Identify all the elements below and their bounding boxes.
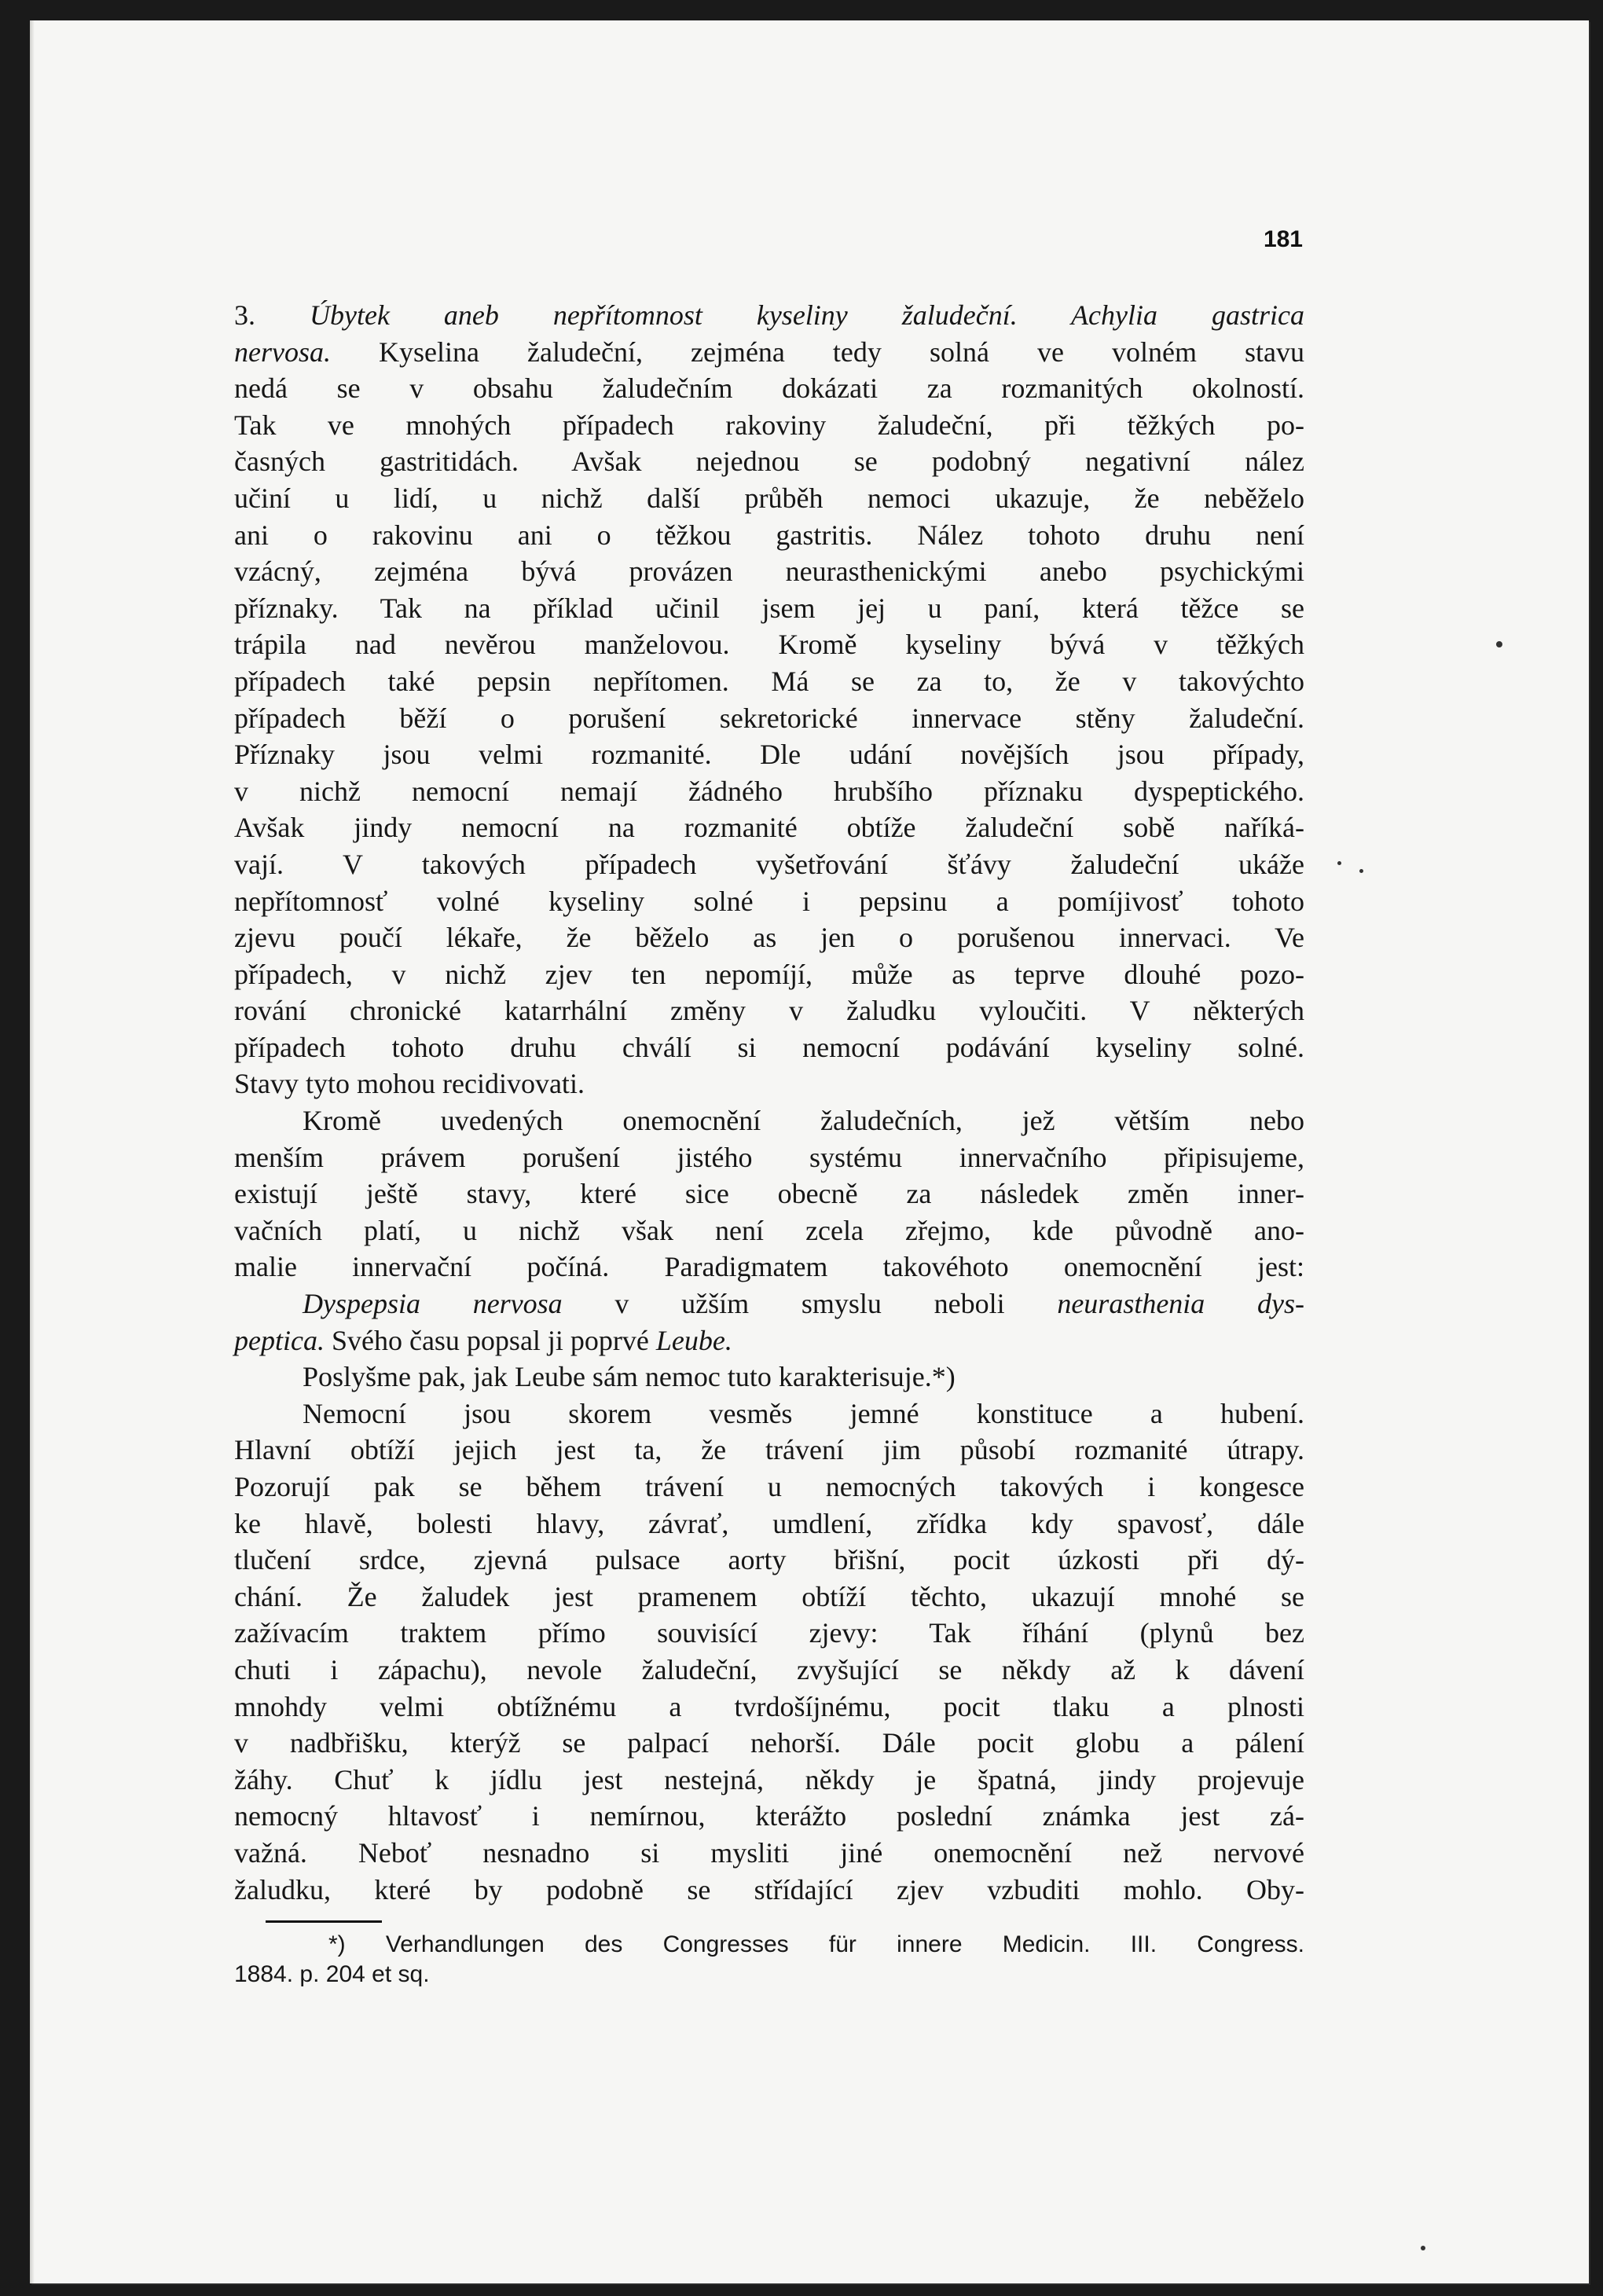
- footnote-divider: [266, 1920, 382, 1923]
- text-line: peptica. Svého času popsal ji poprvé Leube.: [234, 1324, 732, 1356]
- text-line: Nemocní jsou skorem vesměs jemné konstituce a hubení.: [303, 1397, 1304, 1429]
- text-line: menším právem porušení jistého systému innervačního připisujeme,: [234, 1141, 1304, 1173]
- text-line: Dyspepsia nervosa v užším smyslu neboli neurasthenia dys-: [303, 1288, 1305, 1320]
- text-line: vačních platí, u nichž však není zcela zřejmo, kde původně ano-: [234, 1214, 1304, 1246]
- footnote: [234, 1930, 1304, 1990]
- text-line: chuti i zápachu), nevole žaludeční, zvyšující se někdy až k dávení: [234, 1653, 1304, 1685]
- scan-speck: [1337, 861, 1341, 865]
- text-line: časných gastritidách. Avšak nejednou se podobný negativní nález: [234, 446, 1304, 478]
- text-line: tlučení srdce, zjevná pulsace aorty břišní, pocit úzkosti při dý-: [234, 1544, 1304, 1576]
- text-line: Poslyšme pak, jak Leube sám nemoc tuto karakterisuje.*): [303, 1361, 956, 1393]
- scan-speck: [1421, 2246, 1425, 2250]
- text-line: nervosa. Kyselina žaludeční, zejména tedy solná ve volném stavu: [234, 336, 1304, 368]
- text-line: Tak ve mnohých případech rakoviny žaludeční, při těžkých po-: [234, 409, 1304, 441]
- text-line: vzácný, zejména bývá provázen neurasthenickými anebo psychickými: [234, 556, 1304, 588]
- text-line: existují ještě stavy, které sice obecně za následek změn inner-: [234, 1178, 1304, 1210]
- text-line: ke hlavě, bolesti hlavy, závrať, umdlení, zřídka kdy spavosť, dále: [234, 1507, 1304, 1539]
- text-line: Kromě uvedených onemocnění žaludečních, jež větším nebo: [303, 1105, 1304, 1137]
- text-line: případech tohoto druhu chválí si nemocní podávání kyseliny solné.: [234, 1031, 1304, 1063]
- text-line: případech běží o porušení sekretorické innervace stěny žaludeční.: [234, 702, 1304, 734]
- text-line: v nadbřišku, kterýž se palpací nehorší. Dále pocit globu a pálení: [234, 1727, 1304, 1759]
- page-number: 181: [1263, 226, 1303, 252]
- text-line: vají. V takových případech vyšetřování šťávy žaludeční ukáže: [234, 848, 1304, 880]
- text-line: zjevu poučí lékaře, že běželo as jen o porušenou innervaci. Ve: [234, 922, 1304, 954]
- text-line: nepřítomnosť volné kyseliny solné i pepsinu a pomíjivosť tohoto: [234, 885, 1304, 917]
- scan-speck: [1496, 641, 1502, 647]
- text-line: zažívacím traktem přímo souvisící zjevy: Tak říhání (plynů bez: [234, 1617, 1304, 1649]
- text-line: žaludku, které by podobně se střídající zjev vzbuditi mohlo. Oby-: [234, 1873, 1304, 1905]
- scan-speck: [1359, 869, 1363, 873]
- text-line: učiní u lidí, u nichž další průběh nemoci ukazuje, že neběželo: [234, 482, 1304, 514]
- text-line: važná. Neboť nesnadno si mysliti jiné onemocnění než nervové: [234, 1836, 1304, 1869]
- text-line: v nichž nemocní nemají žádného hrubšího příznaku dyspeptického.: [234, 775, 1304, 807]
- text-line: trápila nad nevěrou manželovou. Kromě kyseliny bývá v těžkých: [234, 629, 1304, 661]
- text-line: Hlavní obtíží jejich jest ta, že trávení jim působí rozmanité útrapy.: [234, 1434, 1304, 1466]
- body-text: [234, 297, 1304, 1908]
- text-line: 3. Úbytek aneb nepřítomnost kyseliny žaludeční. Achylia gastrica: [234, 299, 1304, 331]
- page-spine-shadow: [30, 20, 35, 2283]
- text-line: Stavy tyto mohou recidivovati.: [234, 1068, 585, 1100]
- text-line: Příznaky jsou velmi rozmanité. Dle udání novějších jsou případy,: [234, 739, 1304, 771]
- text-line: případech, v nichž zjev ten nepomíjí, může as teprve dlouhé pozo-: [234, 958, 1304, 990]
- text-line: nemocný hltavosť i nemírnou, kterážto poslední známka jest zá-: [234, 1800, 1304, 1832]
- text-line: malie innervační počíná. Paradigmatem takovéhoto onemocnění jest:: [234, 1251, 1304, 1283]
- text-line: chání. Že žaludek jest pramenem obtíží těchto, ukazují mnohé se: [234, 1580, 1304, 1612]
- text-line: příznaky. Tak na příklad učinil jsem jej u paní, která těžce se: [234, 592, 1304, 624]
- book-page: [30, 20, 1589, 2283]
- text-line: případech také pepsin nepřítomen. Má se za to, že v takovýchto: [234, 665, 1304, 697]
- text-line: rování chronické katarrhální změny v žaludku vyloučiti. V některých: [234, 995, 1304, 1027]
- text-line: ani o rakovinu ani o těžkou gastritis. Nález tohoto druhu není: [234, 519, 1304, 551]
- footnote-line: 1884. p. 204 et sq.: [234, 1961, 430, 1987]
- text-line: Pozorují pak se během trávení u nemocných takových i kongesce: [234, 1471, 1304, 1502]
- footnote-line: *) Verhandlungen des Congresses für innere Medicin. III. Congress.: [328, 1931, 1304, 1957]
- text-line: nedá se v obsahu žaludečním dokázati za rozmanitých okolností.: [234, 372, 1304, 405]
- text-line: mnohdy velmi obtížnému a tvrdošíjnému, pocit tlaku a plnosti: [234, 1690, 1304, 1722]
- text-line: žáhy. Chuť k jídlu jest nestejná, někdy je špatná, jindy projevuje: [234, 1763, 1304, 1795]
- text-line: Avšak jindy nemocní na rozmanité obtíže žaludeční sobě naříká-: [234, 812, 1304, 844]
